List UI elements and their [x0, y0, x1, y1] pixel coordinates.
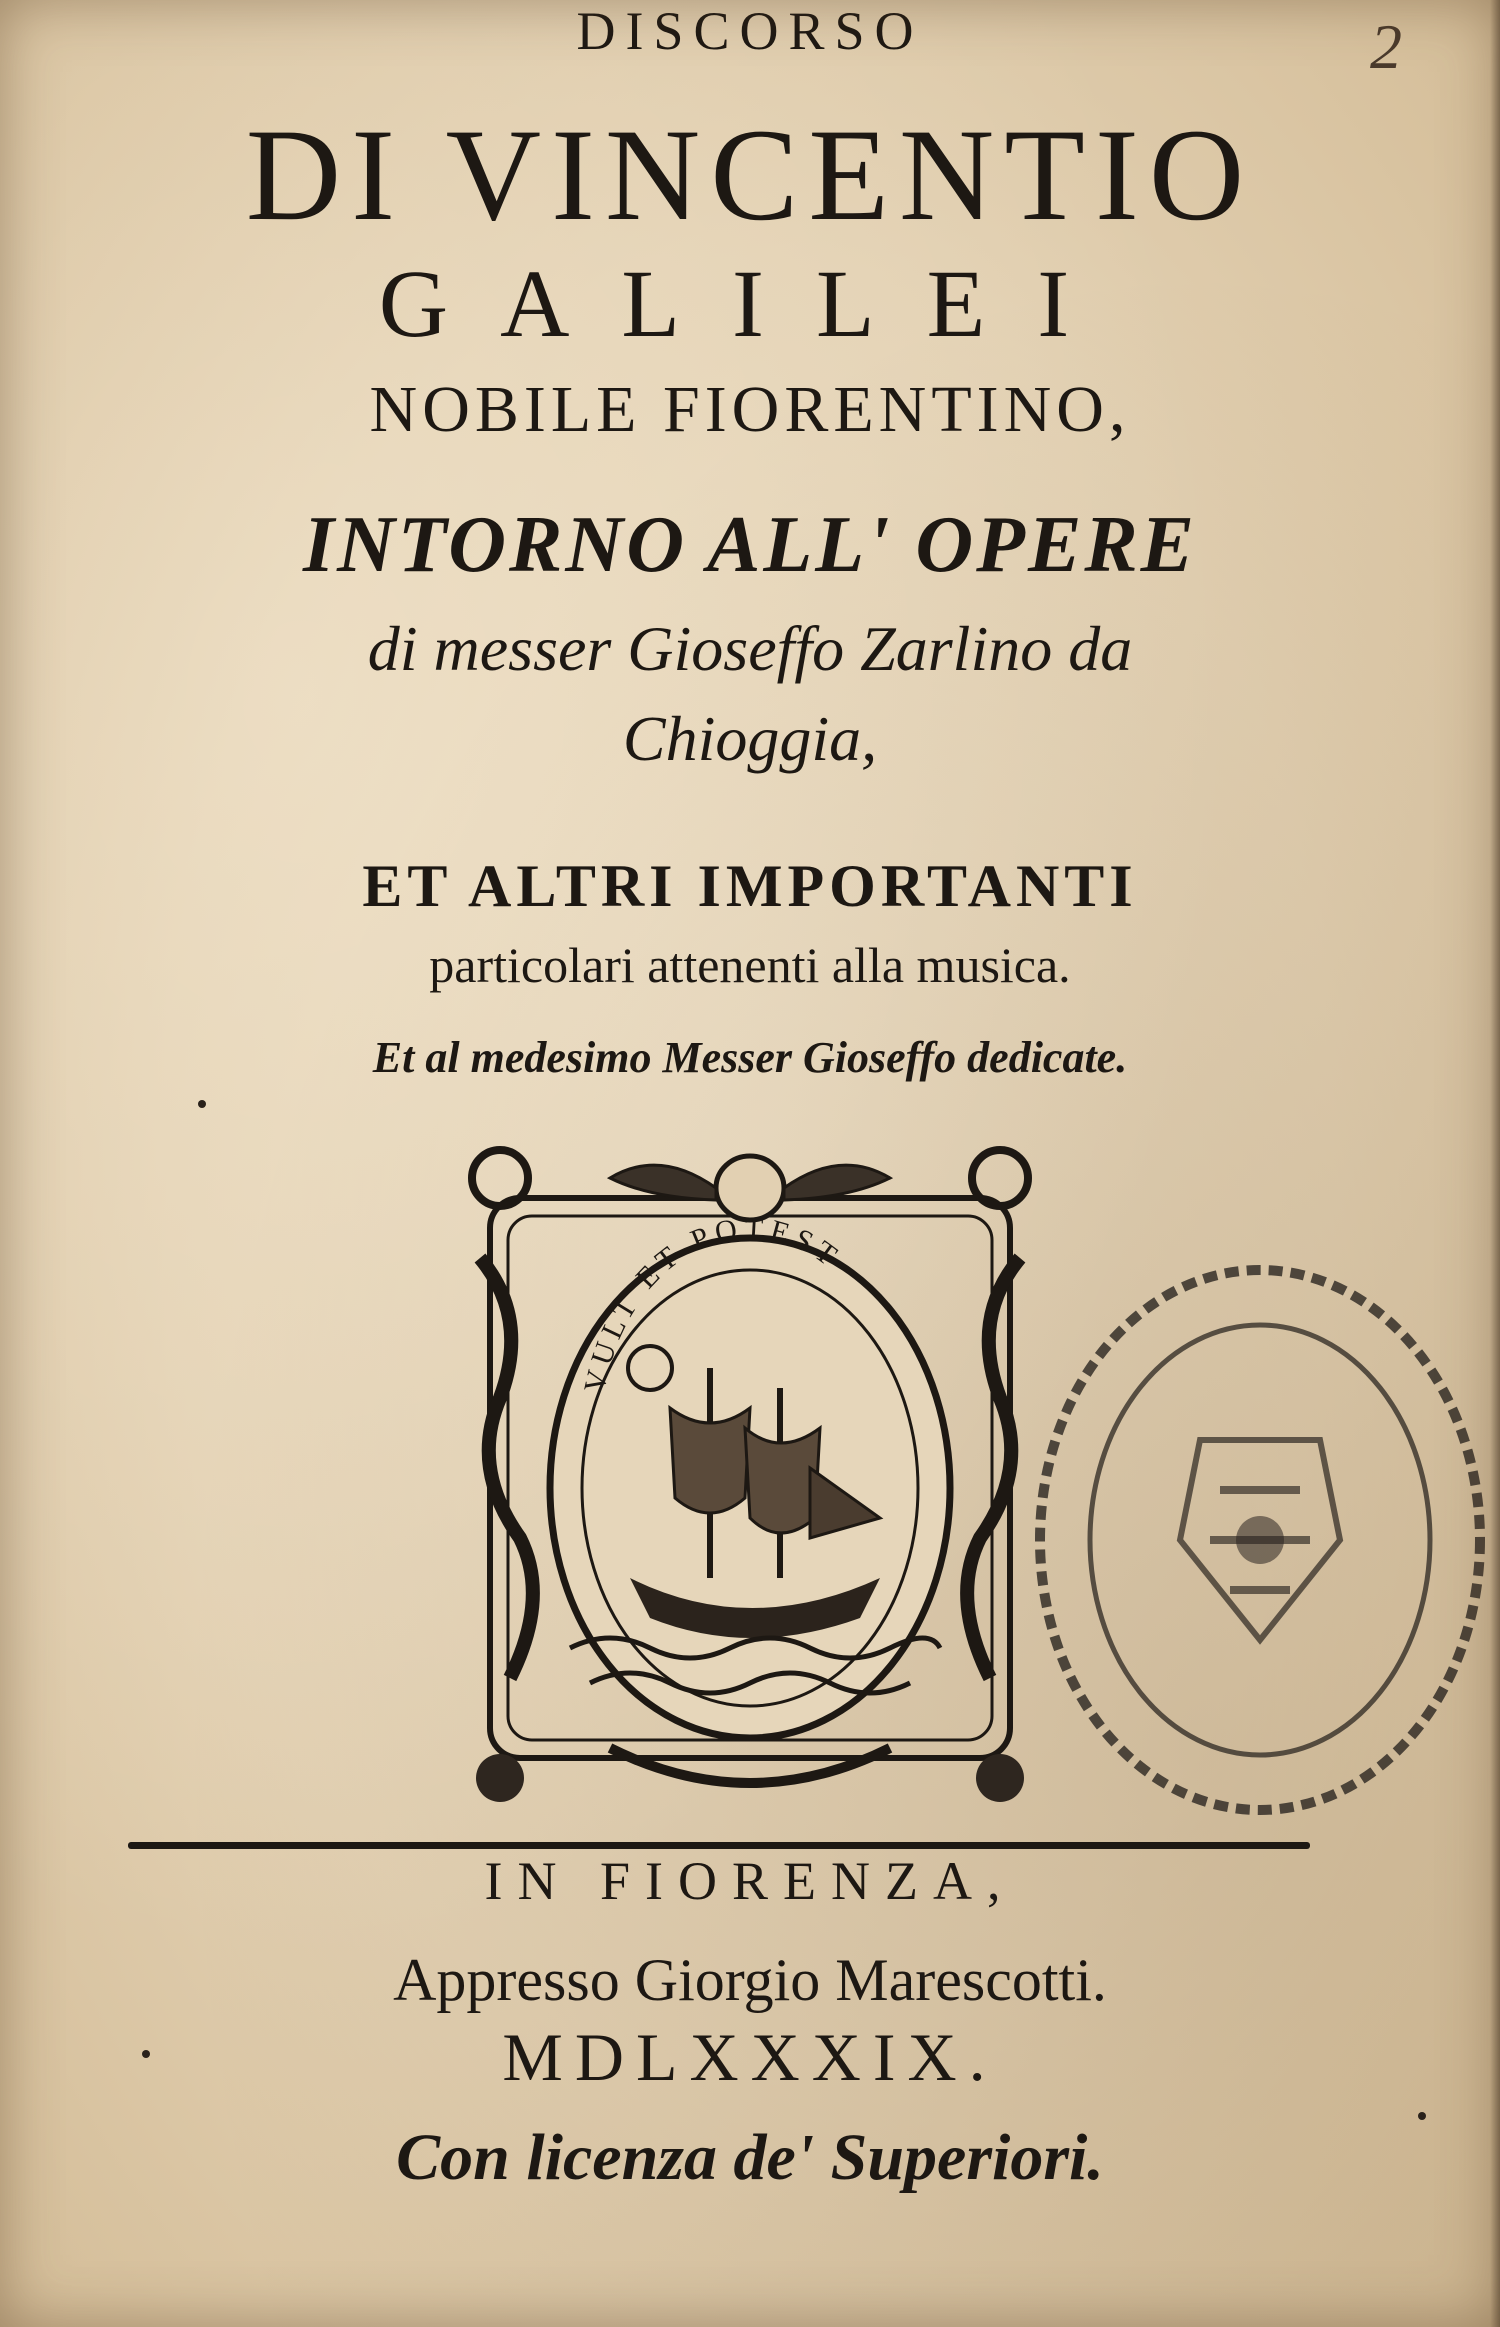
- ink-spot: [142, 2050, 150, 2058]
- author-title: NOBILE FIORENTINO,: [369, 373, 1131, 446]
- imprint-place: IN FIORENZA,: [484, 1851, 1016, 1911]
- author-firstname-line: DI VINCENTIO: [245, 101, 1255, 248]
- ink-spot: [1418, 2112, 1426, 2120]
- ink-spot: [198, 1100, 206, 1108]
- intorno-line: INTORNO ALL' OPERE: [302, 501, 1198, 589]
- svg-text:VULT ET POTEST: VULT ET POTEST: [577, 1211, 848, 1396]
- author-surname: GALILEI: [378, 250, 1122, 357]
- handwritten-number: 2: [1370, 11, 1402, 82]
- page-edge-shadow: [1490, 0, 1500, 2327]
- library-stamp-icon: [1020, 1240, 1500, 1840]
- discorso-heading: DISCORSO: [576, 1, 924, 61]
- imprint-license: Con licenza de' Superiori.: [396, 2121, 1104, 2194]
- dedication-line: Et al medesimo Messer Gioseffo dedicate.: [372, 1033, 1128, 1082]
- horizontal-rule: [128, 1842, 1310, 1849]
- imprint-year: MDLXXXIX.: [502, 2019, 998, 2095]
- particolari-line: particolari attenenti alla musica.: [429, 937, 1071, 993]
- altri-line: ET ALTRI IMPORTANTI: [362, 853, 1138, 919]
- chioggia-line: Chioggia,: [622, 703, 878, 774]
- ship-emblem-icon: [460, 1138, 1040, 1818]
- zarlino-line: di messer Gioseffo Zarlino da: [367, 613, 1133, 684]
- imprint-printer: Appresso Giorgio Marescotti.: [393, 1947, 1107, 2013]
